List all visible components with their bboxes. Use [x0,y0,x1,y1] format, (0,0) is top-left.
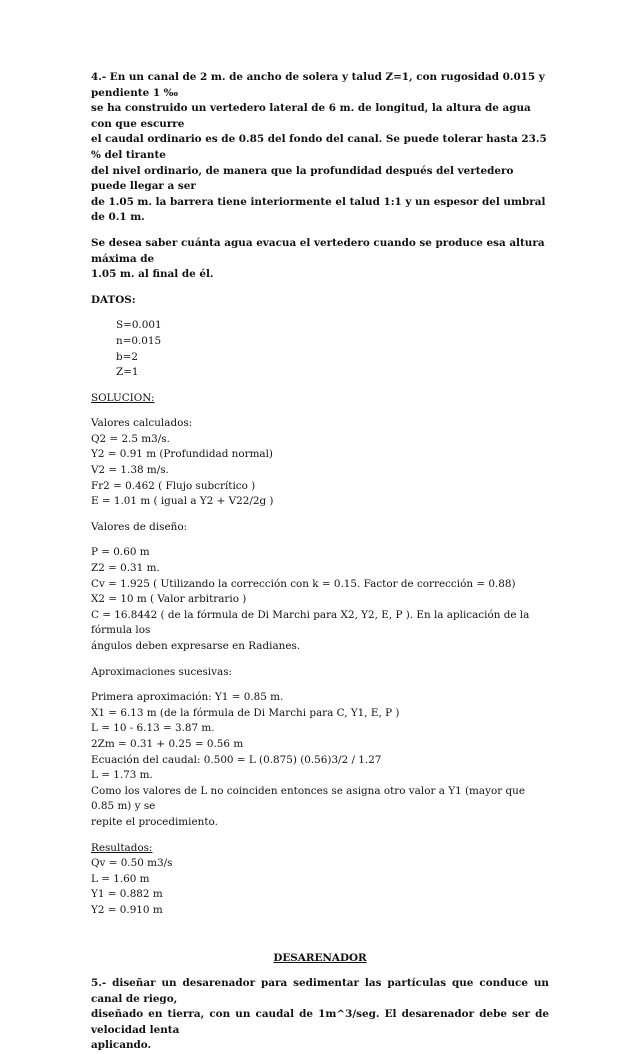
approx-item: L = 10 - 6.13 = 3.87 m. [91,722,215,735]
calc-heading: Valores calculados: [91,417,193,430]
result-item: Y1 = 0.882 m [91,888,163,901]
datos-list [91,318,549,380]
problem-line: el caudal ordinario es de 0.85 del fondo del canal. Se puede tolerar hasta 23.5 % del tirante [91,133,547,161]
problem-5-statement [91,976,549,1054]
design-item: ángulos deben expresarse en Radianes. [91,640,301,652]
document-page [91,70,549,1054]
approx-item: Como los valores de L no coinciden entonces se asigna otro valor a Y1 (mayor que 0.85 m) y se [91,784,525,813]
question-line: Se desea saber cuánta agua evacua el vertedero cuando se produce esa altura máxima de [91,236,545,265]
desarenador-heading: DESARENADOR [273,951,367,964]
approx-item: L = 1.73 m. [91,769,153,782]
calc-item: E = 1.01 m ( igual a Y2 + V22/2g ) [91,495,274,508]
datos-item: Z=1 [116,366,139,379]
problem-line: de 1.05 m. la barrera tiene interiormente el talud 1:1 y un espesor del umbral de 0.1 m. [91,195,546,224]
design-item: Z2 = 0.31 m. [91,562,160,575]
problem-line: del nivel ordinario, de manera que la profundidad después del vertedero puede llegar a ser [91,164,514,193]
problem-4-question [91,236,549,283]
design-item: C = 16.8442 ( de la fórmula de Di Marchi para X2, Y2, E, P ). En la aplicación de la fórmula los [91,608,530,637]
calc-item: Y2 = 0.91 m (Profundidad normal) [91,448,273,461]
results-heading: Resultados: [91,841,153,854]
datos-item: b=2 [116,350,138,363]
problem5-line: diseñado en tierra, con un caudal de 1m^3/seg. El desarenador debe ser de velocidad lenta [91,1008,549,1036]
calc-item: Fr2 = 0.462 ( Flujo subcrítico ) [91,479,256,492]
problem5-line: aplicando. [91,1039,152,1052]
approx-item: X1 = 6.13 m (de la fórmula de Di Marchi para C, Y1, E, P ) [91,706,400,719]
design-heading: Valores de diseño: [91,520,188,533]
approx-heading: Aproximaciones sucesivas: [91,665,233,678]
approx-item: repite el procedimiento. [91,815,218,828]
result-item: L = 1.60 m [91,872,150,885]
calc-item: Q2 = 2.5 m3/s. [91,432,170,445]
design-list [91,545,549,654]
problem5-line: 5.- diseñar un desarenador para sedimentar las partículas que conduce un canal de riego, [91,977,549,1005]
result-item: Y2 = 0.910 m [91,903,163,916]
approx-item: Ecuación del caudal: 0.500 = L (0.875) (0.56)3/2 / 1.27 [91,753,382,766]
calc-item: V2 = 1.38 m/s. [91,464,169,477]
approx-list [91,690,549,830]
calc-list [91,432,549,510]
approx-item: 2Zm = 0.31 + 0.25 = 0.56 m [91,737,244,750]
design-item: X2 = 10 m ( Valor arbitrario ) [91,593,247,606]
problem-line: 4.- En un canal de 2 m. de ancho de solera y talud Z=1, con rugosidad 0.015 y pendiente 1 ‰ [91,71,545,99]
approx-item: Primera aproximación: Y1 = 0.85 m. [91,691,284,704]
datos-item: S=0.001 [116,319,162,332]
solucion-heading: SOLUCION: [91,391,155,404]
problem-4-statement [91,70,549,226]
datos-heading: DATOS: [91,293,136,306]
design-item: Cv = 1.925 ( Utilizando la corrección con k = 0.15. Factor de corrección = 0.88) [91,577,516,590]
design-item: P = 0.60 m [91,546,150,559]
result-item: Qv = 0.50 m3/s [91,857,173,870]
question-line: 1.05 m. al final de él. [91,268,214,281]
results-list [91,856,549,918]
datos-item: n=0.015 [116,334,162,347]
problem-line: se ha construido un vertedero lateral de 6 m. de longitud, la altura de agua con que escurre [91,102,531,130]
